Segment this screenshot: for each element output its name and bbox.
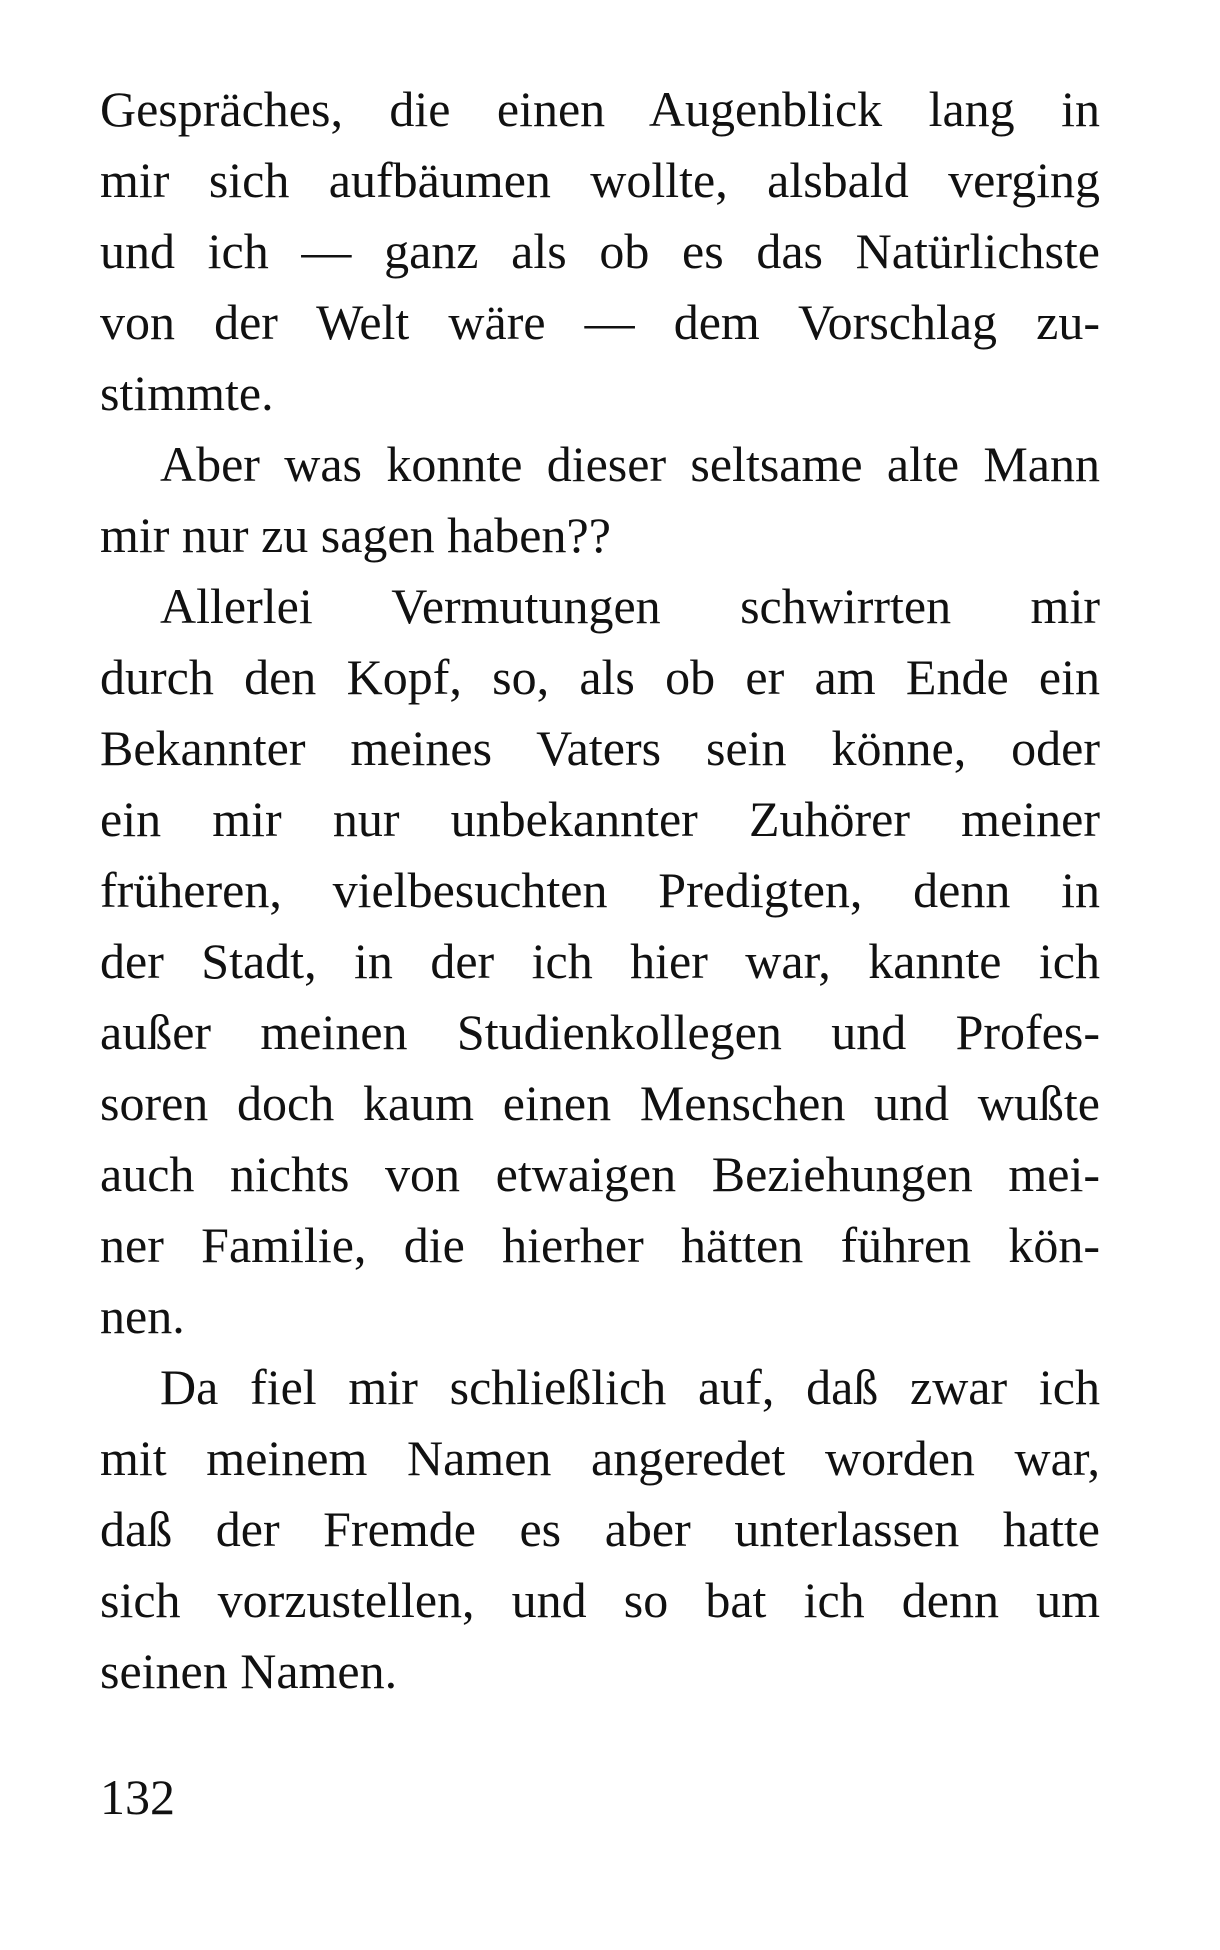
text-line: Gespräches, die einen Augenblick lang in bbox=[100, 81, 1100, 137]
text-line: seinen Namen. bbox=[100, 1643, 398, 1699]
text-line: daß der Fremde es aber unterlassen hatte bbox=[100, 1501, 1100, 1557]
text-line: stimmte. bbox=[100, 365, 274, 421]
text-line: nen. bbox=[100, 1288, 185, 1344]
text-line: ein mir nur unbekannter Zuhörer meiner bbox=[100, 791, 1100, 847]
body-text bbox=[100, 74, 1100, 1707]
text-line: Bekannter meines Vaters sein könne, oder bbox=[100, 720, 1100, 776]
text-line: der Stadt, in der ich hier war, kannte ich bbox=[100, 933, 1100, 989]
text-line: außer meinen Studienkollegen und Profes- bbox=[100, 1004, 1100, 1060]
text-line: soren doch kaum einen Menschen und wußte bbox=[100, 1075, 1100, 1131]
text-line: Da fiel mir schließlich auf, daß zwar ich bbox=[160, 1359, 1100, 1415]
text-line: mir sich aufbäumen wollte, alsbald verging bbox=[100, 152, 1100, 208]
text-line: mir nur zu sagen haben?? bbox=[100, 507, 611, 563]
text-line: sich vorzustellen, und so bat ich denn um bbox=[100, 1572, 1100, 1628]
text-line: Allerlei Vermutungen schwirrten mir bbox=[160, 578, 1100, 634]
text-line: und ich — ganz als ob es das Natürlichste bbox=[100, 223, 1100, 279]
text-line: durch den Kopf, so, als ob er am Ende ein bbox=[100, 649, 1100, 705]
text-line: mit meinem Namen angeredet worden war, bbox=[100, 1430, 1100, 1486]
text-line: auch nichts von etwaigen Beziehungen mei- bbox=[100, 1146, 1100, 1202]
page-number: 132 bbox=[100, 1769, 175, 1825]
text-line: früheren, vielbesuchten Predigten, denn in bbox=[100, 862, 1100, 918]
text-line: Aber was konnte dieser seltsame alte Mann bbox=[160, 436, 1100, 492]
text-line: von der Welt wäre — dem Vorschlag zu- bbox=[100, 294, 1100, 350]
text-line: ner Familie, die hierher hätten führen kön- bbox=[100, 1217, 1100, 1273]
